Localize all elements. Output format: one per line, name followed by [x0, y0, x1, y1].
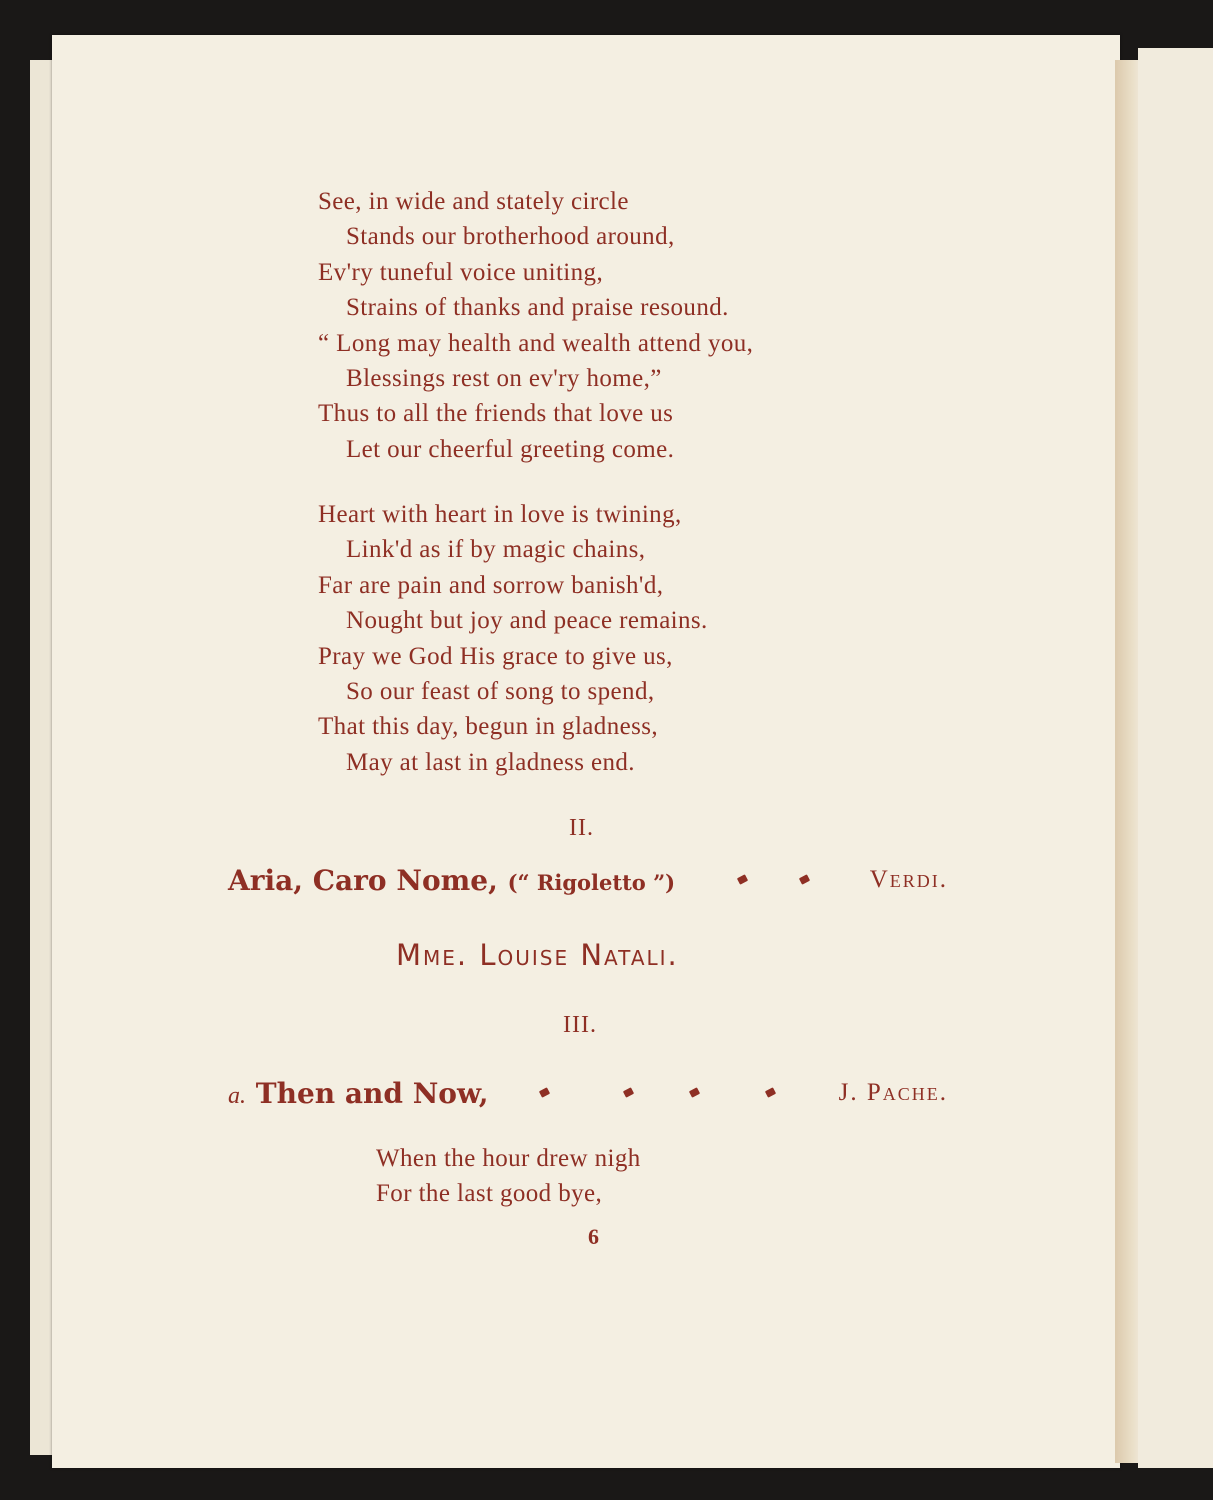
- composer-name: J. Pache.: [838, 1079, 948, 1106]
- poem-line: Heart with heart in love is twining,: [318, 501, 682, 528]
- poem-stanza-1: [318, 184, 878, 467]
- poem-line: So our feast of song to spend,: [346, 677, 655, 705]
- poem-line: Let our cheerful greeting come.: [346, 435, 675, 463]
- piece-title-text: Then and Now,: [255, 1077, 489, 1110]
- poem-line: Link'd as if by magic chains,: [346, 536, 646, 564]
- program-item-aria: [228, 864, 948, 904]
- poem-line: That this day, begun in gladness,: [318, 713, 658, 741]
- poem-line: Ev'ry tuneful voice uniting,: [318, 258, 604, 286]
- poem-line: Nought but joy and peace remains.: [346, 607, 708, 635]
- section-number-3: III.: [563, 1012, 597, 1038]
- piece-title: [228, 1077, 489, 1110]
- poem-line: Far are pain and sorrow banish'd,: [318, 571, 664, 599]
- composer-name: Verdi.: [869, 866, 948, 893]
- leader-dot: [765, 1087, 776, 1097]
- poem-line: See, in wide and stately circle: [318, 188, 629, 215]
- leader-dot: [799, 874, 810, 884]
- page-number: 6: [588, 1224, 599, 1249]
- leader-dot: [737, 874, 748, 884]
- item-marker: a.: [228, 1083, 246, 1109]
- leader-dot: [539, 1087, 550, 1097]
- leader-dot: [623, 1087, 634, 1097]
- section-number-2: II.: [569, 815, 594, 841]
- leader-dot: [689, 1087, 700, 1097]
- performer-name: Mme. Louise Natali.: [396, 938, 679, 972]
- piece-title-text: Aria, Caro Nome,: [228, 864, 498, 897]
- poem-line: May at last in gladness end.: [346, 748, 635, 776]
- poem-line: Stands our brotherhood around,: [346, 223, 675, 251]
- poem-line: “ Long may health and wealth attend you,: [318, 329, 754, 357]
- poem-stanza-2: [318, 497, 878, 780]
- song-lyrics: [376, 1141, 936, 1212]
- binding-gutter: [1115, 60, 1140, 1463]
- poem-line: Thus to all the friends that love us: [318, 400, 674, 428]
- lyric-line: For the last good bye,: [376, 1180, 603, 1208]
- facing-page: [1138, 48, 1213, 1468]
- poem-line: Strains of thanks and praise resound.: [346, 294, 729, 322]
- program-item-then-and-now: [228, 1077, 948, 1117]
- opera-name: (“ Rigoletto ”): [507, 870, 676, 895]
- piece-title: [228, 864, 675, 897]
- lyric-line: When the hour drew nigh: [376, 1145, 641, 1172]
- poem-line: Blessings rest on ev'ry home,”: [346, 364, 662, 392]
- poem-line: Pray we God His grace to give us,: [318, 642, 673, 670]
